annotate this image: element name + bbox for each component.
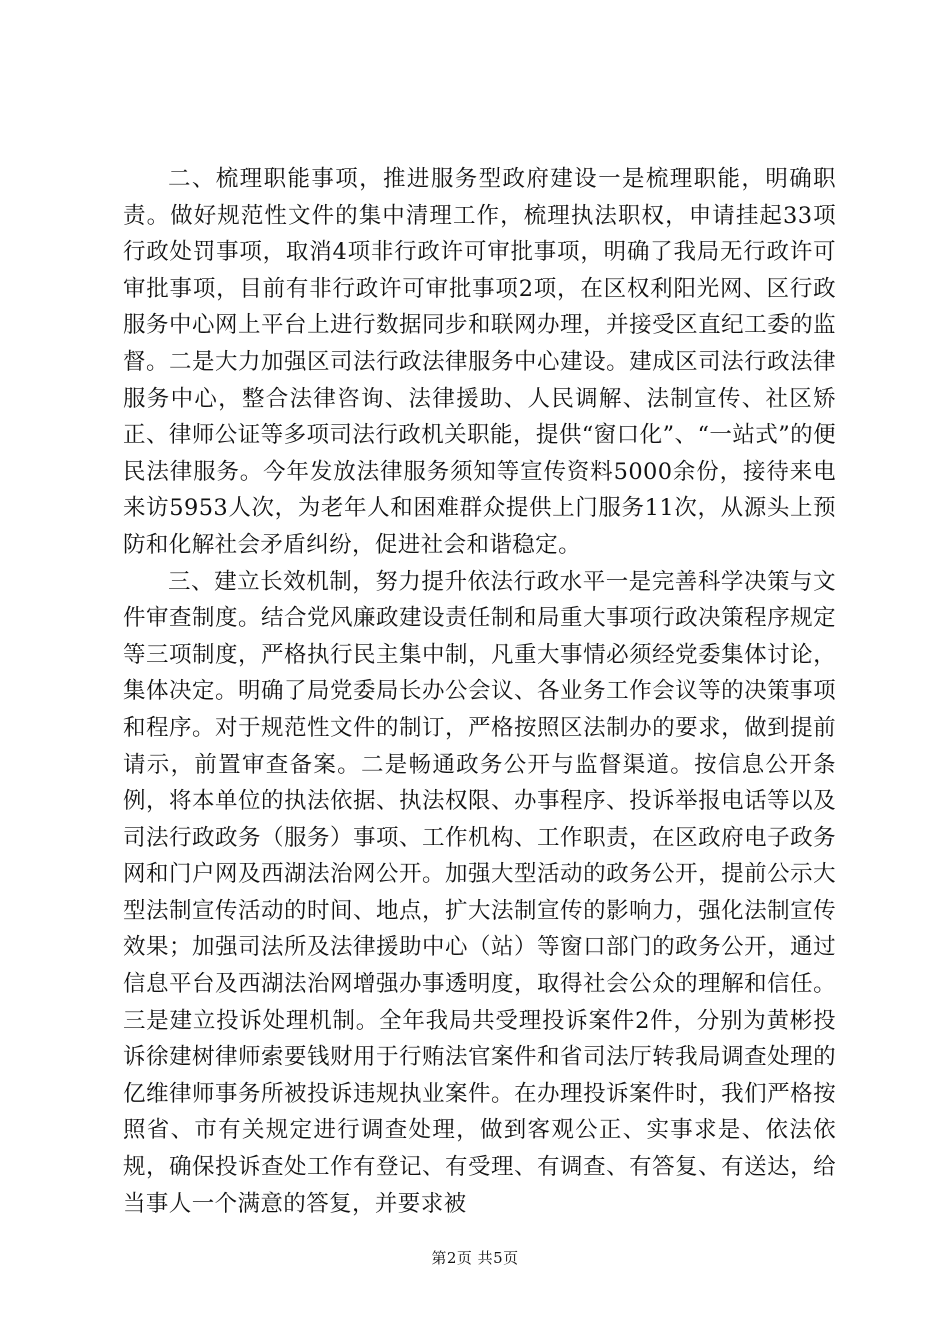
paragraph-section-two: 二、梳理职能事项，推进服务型政府建设一是梳理职能，明确职责。做好规范性文件的集中清理工作，梳理执法职权，申请挂起33项行政处罚事项，取消4项非行政许可审批事项，明确了我局无行政许可审批事项，目前有非行政许可审批事项2项，在区权利阳光网、区行政服务中心网上平台上进行数据同步和联网办理，并接受区直纪工委的监督。二是大力加强区司法行政法律服务中心建设。建成区司法行政法律服务中心，整合法律咨询、法律援助、人民调解、法制宣传、社区矫正、律师公证等多项司法行政机关职能，提供“窗口化”、“一站式”的便民法律服务。今年发放法律服务须知等宣传资料5000余份，接待来电来访5953人次，为老年人和困难群众提供上门服务11次，从源头上预防和化解社会矛盾纠纷，促进社会和谐稳定。 — [123, 166, 836, 558]
document-body — [123, 161, 836, 1222]
paragraph-section-three: 三、建立长效机制，努力提升依法行政水平一是完善科学决策与文件审查制度。结合党风廉政建设责任制和局重大事项行政决策程序规定等三项制度，严格执行民主集中制，凡重大事情必须经党委集体讨论，集体决定。明确了局党委局长办公会议、各业务工作会议等的决策事项和程序。对于规范性文件的制订，严格按照区法制办的要求，做到提前请示，前置审查备案。二是畅通政务公开与监督渠道。按信息公开条例，将本单位的执法依据、执法权限、办事程序、投诉举报电话等以及司法行政政务（服务）事项、工作机构、工作职责，在区政府电子政务网和门户网及西湖法治网公开。加强大型活动的政务公开，提前公示大型法制宣传活动的时间、地点，扩大法制宣传的影响力，强化法制宣传效果；加强司法所及法律援助中心（站）等窗口部门的政务公开，通过信息平台及西湖法治网增强办事透明度，取得社会公众的理解和信任。三是建立投诉处理机制。全年我局共受理投诉案件2件，分别为黄彬投诉徐建树律师索要钱财用于行贿法官案件和省司法厅转我局调查处理的亿维律师事务所被投诉违规执业案件。在办理投诉案件时，我们严格按照省、市有关规定进行调查处理，做到客观公正、实事求是、依法依规，确保投诉查处工作有登记、有受理、有调查、有答复、有送达，给当事人一个满意的答复，并要求被 — [123, 568, 836, 1217]
page-number-footer: 第2页 共5页 — [431, 1249, 519, 1267]
